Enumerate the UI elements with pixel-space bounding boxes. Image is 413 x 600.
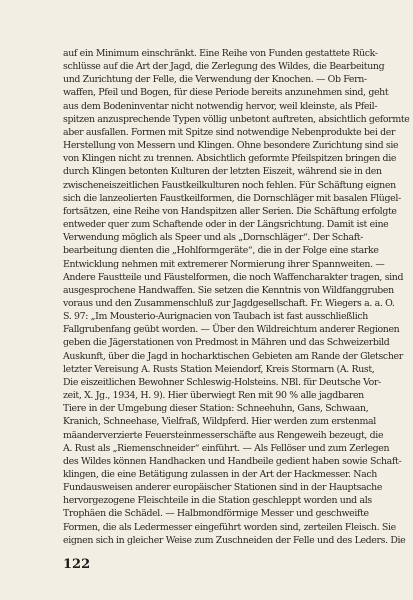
text-line: zwischeneiszeitlichen Faustkeilkulturen noch fehlen. Für Schäftung eignen — [63, 179, 396, 191]
body-text — [63, 47, 410, 547]
text-line: sich die lanzeolierten Faustkeilformen, die Dornschläger mit basalen Flügel- — [63, 192, 401, 204]
text-line: Tiere in der Umgebung dieser Station: Schneehuhn, Gans, Schwaan, — [63, 403, 369, 415]
text-line: klingen, die eine Betätigung zulassen in der Art der Hackmesser. Nach — [63, 469, 377, 480]
text-line: letzter Vereisung A. Rusts Station Meiendorf, Kreis Stormarn (A. Rust, — [63, 363, 375, 375]
text-line: des Wildes können Handhacken und Handbeile gedient haben sowie Schaft- — [63, 455, 402, 467]
text-line: schlüsse auf die Art der Jagd, die Zerlegung des Wildes, die Bearbeitung — [63, 61, 385, 73]
text-line: durch Klingen betonten Kulturen der letzten Eiszeit, während sie in den — [63, 166, 382, 178]
page-number: 122 — [63, 557, 91, 572]
text-line: Entwicklung nehmen mit extremerer Normierung ihrer Spannweiten. — — [63, 258, 385, 270]
text-line: Fallgrubenfang geübt worden. — Über den Wildreichtum anderer Regionen — [63, 324, 400, 336]
text-line: hervorgezogene Fleischteile in die Station geschleppt worden und als — [63, 495, 372, 507]
text-line: Andere Faustteile und Fäustelformen, die noch Waffencharakter tragen, sind — [63, 271, 404, 283]
text-line: waffen, Pfeil und Bogen, für diese Periode bereits anzunehmen sind, geht — [63, 87, 389, 99]
text-line: aber ausfallen. Formen mit Spitze sind notwendige Nebenprodukte bei der — [63, 126, 396, 138]
text-line: Kranich, Schneehase, Vielfraß, Wildpferd. Hier werden zum erstenmal — [63, 416, 376, 428]
text-line: Verwendung möglich als Speer und als „Dornschläger“. Der Schaft- — [63, 232, 364, 244]
text-line: und Zurichtung der Felle, die Verwendung der Knochen. — Ob Fern- — [63, 74, 367, 86]
text-line: A. Rust als „Riemenschneider“ einführt. — Als Fellöser und zum Zerlegen — [63, 442, 390, 454]
text-line: eignen sich in gleicher Weise zum Zuschneiden der Felle und des Leders. Die — [63, 534, 406, 546]
text-line: zeit, X. Jg., 1934, H. 9). Hier überwiegt Ren mit 90 % alle jagdbaren — [63, 390, 364, 402]
text-line: voraus und den Zusammenschluß zur Jagdgesellschaft. Fr. Wiegers a. a. O. — [63, 297, 395, 309]
text-line: Die eiszeitlichen Bewohner Schleswig-Holsteins. NBl. für Deutsche Vor- — [63, 376, 381, 388]
text-line: S. 97: „Im Mousterio-Aurignacien von Taubach ist fast ausschließlich — [63, 311, 368, 323]
text-line: spitzen anzusprechende Typen völlig unbetont auftreten, absichtlich geformte — [63, 113, 410, 125]
text-line: ausgesprochene Handwaffen. Sie setzen die Kenntnis von Wildfanggruben — [63, 284, 394, 296]
text-line: auf ein Minimum einschränkt. Eine Reihe von Funden gestattete Rück- — [63, 48, 378, 59]
text-line: Herstellung von Messern und Klingen. Ohne besondere Zurichtung sind sie — [63, 140, 399, 152]
text-line: mäanderverzierte Feuersteinmesserschäfte aus Rengeweih bezeugt, die — [63, 429, 384, 441]
text-line: von Klingen nicht zu trennen. Absichtlich geformte Pfeilspitzen bringen die — [63, 153, 397, 165]
text-line: entweder quer zum Schaftende oder in der Längsrichtung. Damit ist eine — [63, 219, 389, 231]
text-line: Fundausweisen anderer europäischer Stationen sind in der Hauptsache — [63, 482, 383, 494]
text-line: Trophäen die Schädel. — Halbmondförmige Messer und geschweifte — [63, 508, 369, 520]
text-line: aus dem Bodeninventar nicht notwendig hervor, weil kleinste, als Pfeil- — [63, 100, 378, 112]
text-line: fortsätzen, eine Reihe von Handspitzen aller Serien. Die Schäftung erfolgte — [63, 205, 397, 217]
text-line: bearbeitung dienten die „Hohlformgeräte“, die in der Folge eine starke — [63, 245, 379, 257]
text-line: geben die Jägerstationen von Predmost in Mähren und das Schweizerbild — [63, 337, 390, 349]
text-line: Formen, die als Ledermesser eingeführt worden sind, zerteilen Fleisch. Sie — [63, 521, 396, 533]
text-line: Auskunft, über die Jagd in hocharktischen Gebieten am Rande der Gletscher — [63, 350, 403, 362]
